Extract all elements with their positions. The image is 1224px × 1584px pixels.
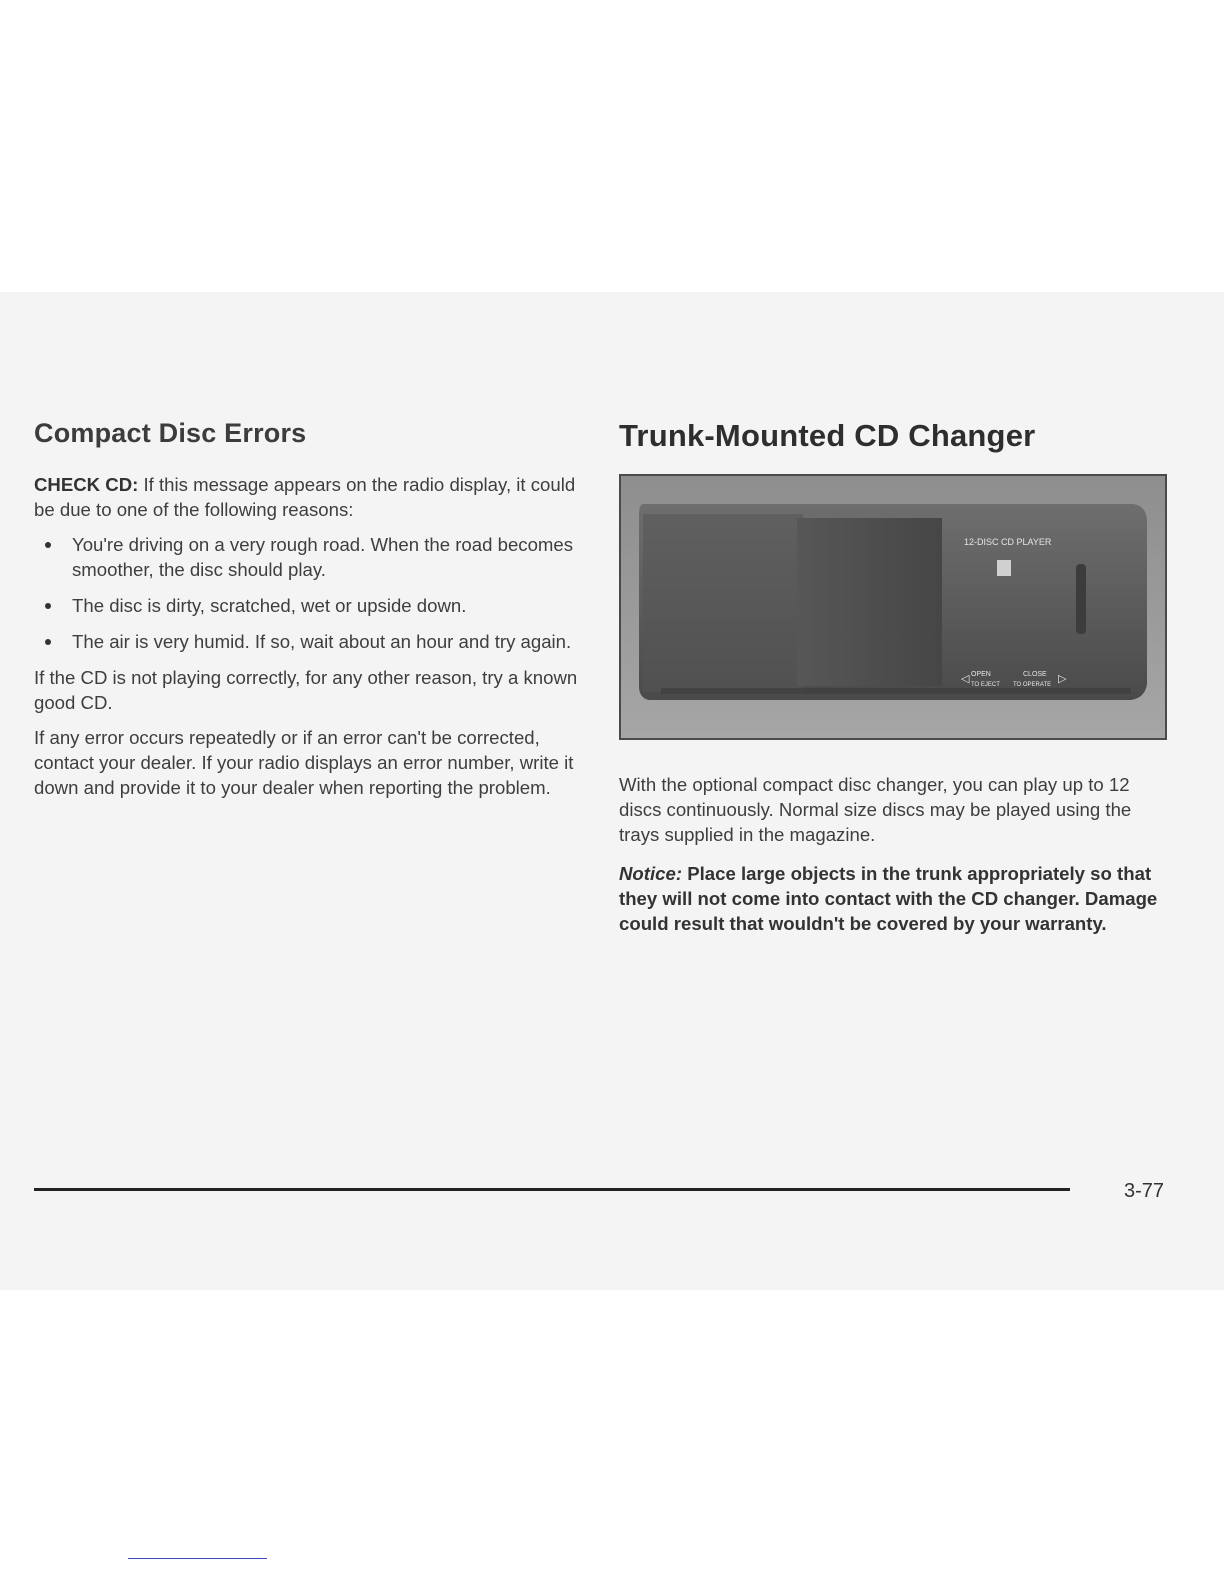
- changer-shadow: [661, 688, 1131, 694]
- close-label: CLOSE: [1023, 671, 1047, 678]
- section-heading-cd-changer: Trunk-Mounted CD Changer: [619, 418, 1036, 453]
- known-good-cd-paragraph: If the CD is not playing correctly, for any other reason, try a known good CD.: [34, 667, 578, 713]
- eject-label: TO EJECT: [971, 682, 1000, 688]
- bullet-icon: [45, 542, 51, 548]
- reasons-list: [34, 532, 579, 654]
- footer-underline: [128, 1558, 267, 1559]
- contact-dealer-paragraph: If any error occurs repeatedly or if an error can't be corrected, contact your dealer. If your radio displays an error number, write it down and provide it to your dealer when reporting the problem.: [34, 727, 574, 798]
- footer-rule: [34, 1188, 1070, 1191]
- list-item: [34, 629, 579, 654]
- open-arrow-icon: ◁: [961, 673, 970, 685]
- bullet-icon: [45, 639, 51, 645]
- cd-changer-illustration: [621, 476, 1165, 738]
- list-item-text: You're driving on a very rough road. When the road becomes smoother, the disc should play.: [72, 534, 574, 580]
- check-cd-paragraph: [34, 472, 579, 522]
- player-label: 12-DISC CD PLAYER: [964, 537, 1052, 547]
- page-number: 3-77: [1124, 1180, 1165, 1202]
- changer-handle: [1076, 564, 1086, 634]
- left-column: [34, 418, 579, 800]
- bullet-icon: [45, 603, 51, 609]
- notice-label: Notice:: [619, 863, 683, 884]
- changer-description: With the optional compact disc changer, you can play up to 12 discs continuously. Normal size discs may be played using the trays supplied in the magazine.: [619, 774, 1132, 845]
- disc-logo-icon: [997, 560, 1011, 576]
- list-item-text: The disc is dirty, scratched, wet or upside down.: [72, 595, 467, 616]
- notice-text: Place large objects in the trunk appropriately so that they will not come into contact with the CD changer. Damage could result that wouldn't be covered by your warranty.: [619, 863, 1158, 934]
- list-item: [34, 532, 579, 582]
- close-arrow-icon: ▷: [1058, 673, 1067, 685]
- changer-left-panel: [643, 514, 803, 692]
- section-heading-compact-disc-errors: Compact Disc Errors: [34, 418, 307, 448]
- list-item: [34, 593, 579, 618]
- right-column: [619, 418, 1174, 934]
- notice-paragraph: [619, 861, 1174, 936]
- cd-changer-photo: [619, 474, 1167, 740]
- open-label: OPEN: [971, 671, 991, 678]
- changer-door: [797, 518, 942, 686]
- list-item-text: The air is very humid. If so, wait about an hour and try again.: [72, 631, 572, 652]
- check-cd-text: If this message appears on the radio display, it could be due to one of the following reasons:: [34, 474, 576, 520]
- check-cd-label: CHECK CD:: [34, 474, 139, 495]
- operate-label: TO OPERATE: [1013, 682, 1052, 688]
